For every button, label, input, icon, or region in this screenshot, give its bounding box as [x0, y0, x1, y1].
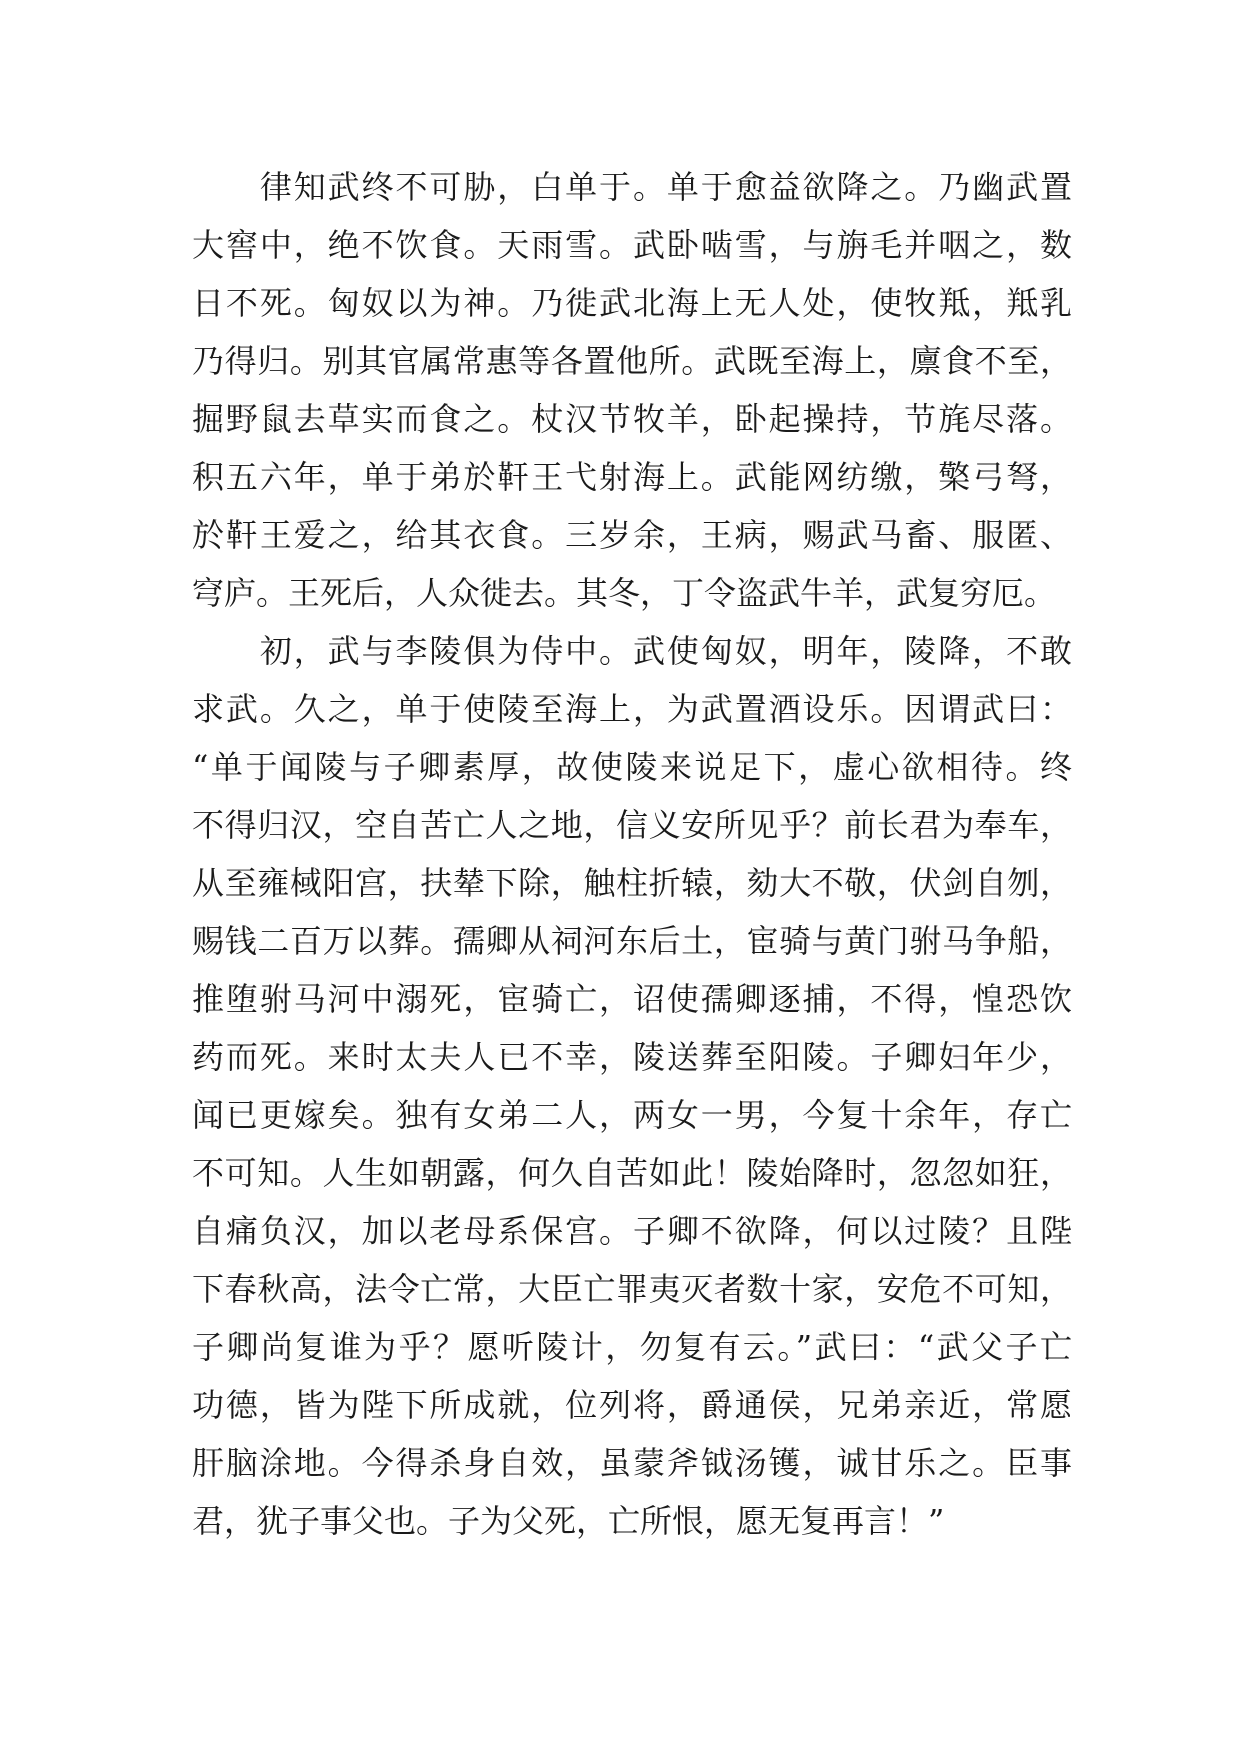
text-line: 不可知。人生如朝露，何久自苦如此！陵始降时，忽忽如狂，	[192, 1154, 1072, 1192]
text-line: 从至雍棫阳宫，扶辇下除，触柱折辕，劾大不敬，伏剑自刎，	[192, 864, 1072, 902]
text-line: 积五六年，单于弟於靬王弋射海上。武能网纺缴，檠弓弩，	[192, 458, 1072, 496]
text-line: 日不死。匈奴以为神。乃徙武北海上无人处，使牧羝，羝乳	[192, 284, 1072, 322]
text-line: 掘野鼠去草实而食之。杖汉节牧羊，卧起操持，节旄尽落。	[192, 400, 1072, 438]
text-line: 於靬王爱之，给其衣食。三岁余，王病，赐武马畜、服匿、	[192, 516, 1072, 554]
text-line: 乃得归。别其官属常惠等各置他所。武既至海上，廪食不至，	[192, 342, 1072, 380]
text-line: 自痛负汉，加以老母系保宫。子卿不欲降，何以过陵？且陛	[192, 1212, 1072, 1250]
text-line: 药而死。来时太夫人已不幸，陵送葬至阳陵。子卿妇年少，	[192, 1038, 1072, 1076]
text-line: 律知武终不可胁，白单于。单于愈益欲降之。乃幽武置	[192, 168, 1072, 206]
text-line: 赐钱二百万以葬。孺卿从祠河东后土，宦骑与黄门驸马争船，	[192, 922, 1072, 960]
text-line: “单于闻陵与子卿素厚，故使陵来说足下，虚心欲相待。终	[192, 748, 1072, 786]
text-line: 不得归汉，空自苦亡人之地，信义安所见乎？前长君为奉车，	[192, 806, 1072, 844]
text-line: 君，犹子事父也。子为父死，亡所恨，愿无复再言！”	[192, 1502, 945, 1540]
text-line: 功德，皆为陛下所成就，位列将，爵通侯，兄弟亲近，常愿	[192, 1386, 1072, 1424]
text-line: 闻已更嫁矣。独有女弟二人，两女一男，今复十余年，存亡	[192, 1096, 1072, 1134]
text-line: 初，武与李陵俱为侍中。武使匈奴，明年，陵降，不敢	[192, 632, 1072, 670]
text-line: 大窖中，绝不饮食。天雨雪。武卧啮雪，与旃毛并咽之，数	[192, 226, 1072, 264]
text-line: 求武。久之，单于使陵至海上，为武置酒设乐。因谓武曰：	[192, 690, 1072, 728]
document-body-text	[192, 158, 1072, 1550]
text-line: 子卿尚复谁为乎？愿听陵计，勿复有云。”武曰：“武父子亡	[192, 1328, 1072, 1366]
text-line: 推堕驸马河中溺死，宦骑亡，诏使孺卿逐捕，不得，惶恐饮	[192, 980, 1072, 1018]
text-line: 肝脑涂地。今得杀身自效，虽蒙斧钺汤镬，诚甘乐之。臣事	[192, 1444, 1072, 1482]
text-line: 下春秋高，法令亡常，大臣亡罪夷灭者数十家，安危不可知，	[192, 1270, 1072, 1308]
text-line: 穹庐。王死后，人众徙去。其冬，丁令盗武牛羊，武复穷厄。	[192, 574, 1057, 612]
